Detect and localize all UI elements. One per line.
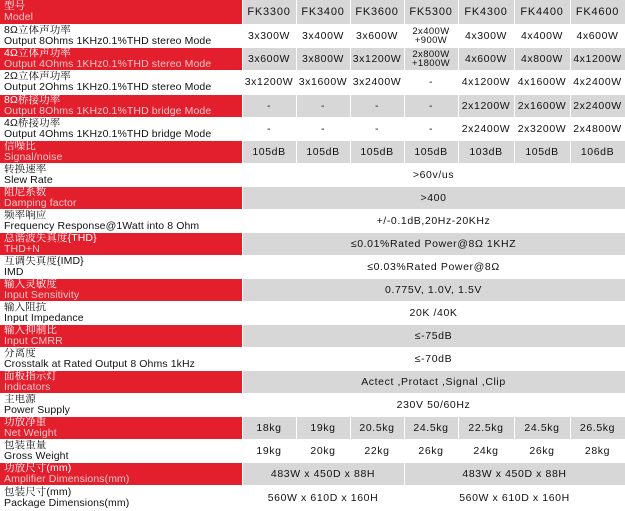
spec-value: 4x2400W <box>570 70 625 94</box>
spec-row-amp-dim <box>0 462 625 485</box>
spec-value: 560W x 610D x 160H <box>404 485 625 510</box>
spec-label: 功放净重 Net Weight <box>0 416 242 439</box>
spec-row-imd <box>0 255 625 278</box>
spec-value: - <box>242 94 296 117</box>
spec-value: 2x1600W <box>514 94 570 117</box>
spec-value: 2x4800W <box>570 117 625 140</box>
spec-value: 3x600W <box>242 47 296 70</box>
spec-label: 2Ω立体声功率 Output 2Ohms 1KHz0.1%THD stereo Mode <box>0 70 242 94</box>
spec-value: ≤0.03%Rated Power@8Ω <box>242 255 625 278</box>
spec-value: 105dB <box>350 140 404 163</box>
spec-value: 2x2400W <box>570 94 625 117</box>
spec-value: ≤-70dB <box>242 347 625 370</box>
spec-value: - <box>404 117 458 140</box>
header-label: 型号 Model <box>0 0 242 24</box>
spec-value: 103dB <box>458 140 514 163</box>
spec-row-thd <box>0 232 625 255</box>
spec-value: 105dB <box>404 140 458 163</box>
model-name: FK3300 <box>242 0 296 24</box>
spec-value: 26.5kg <box>570 416 625 439</box>
spec-value: 2x400W +900W <box>404 24 458 47</box>
spec-value: 20kg <box>296 439 350 462</box>
spec-row-stereo4 <box>0 47 625 70</box>
spec-value: 2x800W +1800W <box>404 47 458 70</box>
spec-row-stereo8 <box>0 24 625 47</box>
spec-row-freq <box>0 209 625 232</box>
spec-label: 8Ω立体声功率 Output 8Ohms 1KHz0.1%THD stereo Mode <box>0 24 242 47</box>
model-name: FK3400 <box>296 0 350 24</box>
spec-label: 包装重量 Gross Weight <box>0 439 242 462</box>
spec-label: 互调失真度{IMD} IMD <box>0 255 242 278</box>
spec-value: 560W x 610D x 160H <box>242 485 404 510</box>
spec-value: - <box>350 94 404 117</box>
spec-value: 22.5kg <box>458 416 514 439</box>
spec-value: >400 <box>242 186 625 209</box>
spec-value: >60v/us <box>242 163 625 186</box>
spec-label: 功放尺寸(mm) Amplifier Dimensions(mm) <box>0 462 242 485</box>
spec-label: 频率响应 Frequency Response@1Watt into 8 Ohm <box>0 209 242 232</box>
spec-row-damping <box>0 186 625 209</box>
spec-row-indicators <box>0 370 625 393</box>
spec-value: 105dB <box>242 140 296 163</box>
spec-value: 28kg <box>570 439 625 462</box>
spec-label: 信噪比 Signal/noise <box>0 140 242 163</box>
spec-value: 24.5kg <box>514 416 570 439</box>
spec-row-bridge4 <box>0 117 625 140</box>
spec-value: 22kg <box>350 439 404 462</box>
spec-value: 105dB <box>296 140 350 163</box>
spec-value: 3x1200W <box>350 47 404 70</box>
spec-value: 230V 50/60Hz <box>242 393 625 416</box>
spec-label: 总谐波失真度{THD} THD+N <box>0 232 242 255</box>
spec-label: 8Ω桥接功率 Output 8Ohms 1KHz0.1%THD bridge Mode <box>0 94 242 117</box>
spec-value: 3x400W <box>296 24 350 47</box>
spec-value: 4x300W <box>458 24 514 47</box>
spec-row-bridge8 <box>0 94 625 117</box>
spec-value: - <box>242 117 296 140</box>
spec-row-net-weight <box>0 416 625 439</box>
spec-value: 483W x 450D x 88H <box>404 462 625 485</box>
spec-value: 3x600W <box>350 24 404 47</box>
spec-label: 阻尼系数 Damping factor <box>0 186 242 209</box>
spec-value: 3x1200W <box>242 70 296 94</box>
spec-label: 主电源 Power Supply <box>0 393 242 416</box>
spec-value: 0.775V, 1.0V, 1.5V <box>242 278 625 301</box>
spec-value: 4x1200W <box>570 47 625 70</box>
spec-row-cmrr <box>0 324 625 347</box>
spec-row-stereo2 <box>0 70 625 94</box>
spec-value: 4x600W <box>570 24 625 47</box>
model-name: FK5300 <box>404 0 458 24</box>
spec-value: 4x600W <box>458 47 514 70</box>
spec-label: 4Ω立体声功率 Output 4Ohms 1KHz0.1%THD stereo Mode <box>0 47 242 70</box>
spec-value: 2x3200W <box>514 117 570 140</box>
spec-value: 105dB <box>514 140 570 163</box>
spec-value: ≤-75dB <box>242 324 625 347</box>
spec-value: +/-0.1dB,20Hz-20KHz <box>242 209 625 232</box>
spec-value: 18kg <box>242 416 296 439</box>
spec-label: 转换速率 Slew Rate <box>0 163 242 186</box>
spec-label: 面板指示灯 Indicators <box>0 370 242 393</box>
spec-row-imp <box>0 301 625 324</box>
spec-label: 4Ω桥接功率 Output 4Ohms 1KHz0.1%THD bridge Mode <box>0 117 242 140</box>
spec-value: 483W x 450D x 88H <box>242 462 404 485</box>
model-name: FK3600 <box>350 0 404 24</box>
spec-row-slew <box>0 163 625 186</box>
spec-value: 20K /40K <box>242 301 625 324</box>
spec-value: 3x800W <box>296 47 350 70</box>
spec-value: 106dB <box>570 140 625 163</box>
model-name: FK4600 <box>570 0 625 24</box>
header-row <box>0 0 625 24</box>
spec-value: Actect ,Protact ,Signal ,Clip <box>242 370 625 393</box>
spec-label: 分离度 Crosstalk at Rated Output 8 Ohms 1kHz <box>0 347 242 370</box>
spec-value: 26kg <box>404 439 458 462</box>
spec-label: 包装尺寸(mm) Package Dimensions(mm) <box>0 485 242 510</box>
spec-value: 19kg <box>296 416 350 439</box>
spec-value: 2x1200W <box>458 94 514 117</box>
spec-label: 输入灵敏度 Input Sensitivity <box>0 278 242 301</box>
spec-value: 24kg <box>458 439 514 462</box>
spec-value: 20.5kg <box>350 416 404 439</box>
spec-label: 输入阻抗 Input Impedance <box>0 301 242 324</box>
model-name: FK4300 <box>458 0 514 24</box>
spec-value: 3x1600W <box>296 70 350 94</box>
spec-row-pkg-dim <box>0 485 625 510</box>
spec-value: - <box>296 94 350 117</box>
spec-row-crosstalk <box>0 347 625 370</box>
spec-value: 19kg <box>242 439 296 462</box>
spec-value: ≤0.01%Rated Power@8Ω 1KHZ <box>242 232 625 255</box>
spec-value: - <box>404 94 458 117</box>
spec-label: 输入抑制比 Input CMRR <box>0 324 242 347</box>
spec-row-sens <box>0 278 625 301</box>
spec-value: 3x300W <box>242 24 296 47</box>
model-name: FK4400 <box>514 0 570 24</box>
spec-value: 4x1600W <box>514 70 570 94</box>
spec-row-gross-weight <box>0 439 625 462</box>
spec-value: 4x400W <box>514 24 570 47</box>
spec-value: 2x2400W <box>458 117 514 140</box>
spec-value: 3x2400W <box>350 70 404 94</box>
spec-value: 26kg <box>514 439 570 462</box>
spec-value: 24.5kg <box>404 416 458 439</box>
spec-value: - <box>404 70 458 94</box>
spec-row-snr <box>0 140 625 163</box>
spec-value: - <box>350 117 404 140</box>
spec-value: 4x1200W <box>458 70 514 94</box>
spec-value: - <box>296 117 350 140</box>
spec-value: 4x800W <box>514 47 570 70</box>
spec-row-power <box>0 393 625 416</box>
